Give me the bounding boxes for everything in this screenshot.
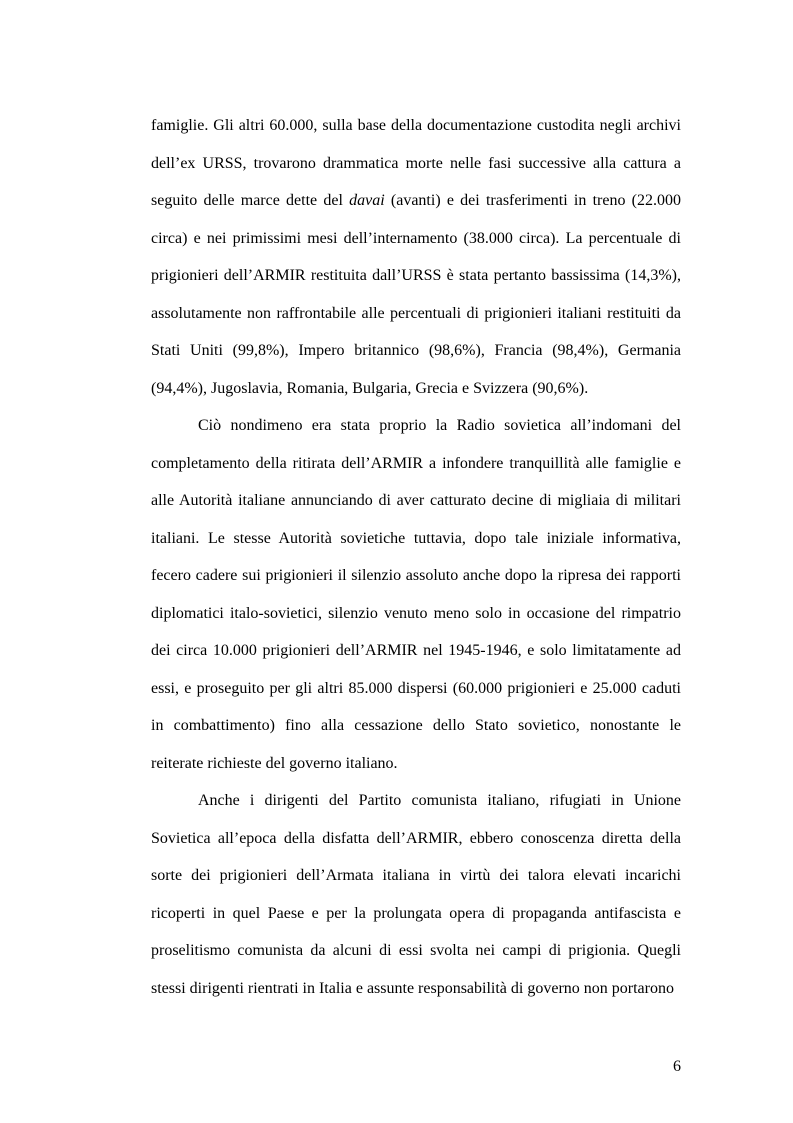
paragraph-3: Anche i dirigenti del Partito comunista italiano, rifugiati in Unione Sovietica all’epoca della disfatta dell’ARMIR, ebbero conoscenza diretta della sorte dei prigionieri dell’Armata italiana in virtù dei talora elevati incarichi ricoperti in quel Paese e per la prolungata opera di propaganda antifascista e proselitismo comunista da alcuni di essi svolta nei campi di prigionia. Quegli stessi dirigenti rientrati in Italia e assunte responsabilità di governo non portarono (151, 792, 681, 997)
paragraph-1-italic-term: davai (349, 192, 385, 209)
page-number: 6 (673, 1058, 681, 1075)
paragraph-1 (151, 107, 681, 407)
paragraph-1-text-before: famiglie. Gli altri 60.000, sulla base della documentazione custodita negli archivi dell’ex URSS, trovarono drammatica morte nelle fasi successive alla cattura a seguito delle marce dette del (151, 117, 681, 209)
body-text (151, 107, 681, 1007)
paragraph-2: Ciò nondimeno era stata proprio la Radio sovietica all’indomani del completamento della ritirata dell’ARMIR a infondere tranquillità alle famiglie e alle Autorità italiane annunciando di aver catturato decine di migliaia di militari italiani. Le stesse Autorità sovietiche tuttavia, dopo tale iniziale informativa, fecero cadere sui prigionieri il silenzio assoluto anche dopo la ripresa dei rapporti diplomatici italo-sovietici, silenzio venuto meno solo in occasione del rimpatrio dei circa 10.000 prigionieri dell’ARMIR nel 1945-1946, e solo limitatamente ad essi, e proseguito per gli altri 85.000 dispersi (60.000 prigionieri e 25.000 caduti in combattimento) fino alla cessazione dello Stato sovietico, nonostante le reiterate richieste del governo italiano. (151, 417, 681, 772)
paragraph-1-text-after: (avanti) e dei trasferimenti in treno (22.000 circa) e nei primissimi mesi dell’internamento (38.000 circa). La percentuale di prigionieri dell’ARMIR restituita dall’URSS è stata pertanto bassissima (14,3%), assolutamente non raffrontabile alle percentuali di prigionieri italiani restituiti da Stati Uniti (99,8%), Impero britannico (98,6%), Francia (98,4%), Germania (94,4%), Jugoslavia, Romania, Bulgaria, Grecia e Svizzera (90,6%). (151, 192, 681, 397)
